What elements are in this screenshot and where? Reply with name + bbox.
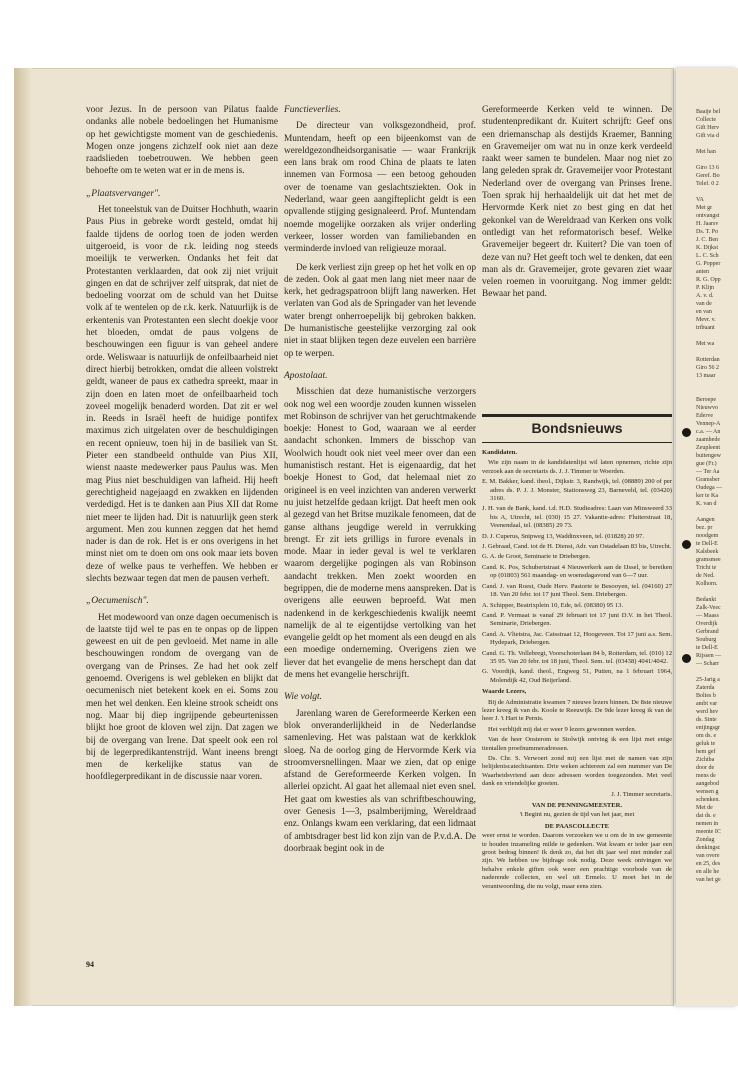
right-page-fragment-line: schenken. <box>696 797 720 803</box>
right-page-fragment-line <box>696 668 736 676</box>
right-page-fragment-line <box>696 348 736 356</box>
candidate-entry: Cand. K. Pos, Schubertstraat 4 Nieuwerkerk aan de IJssel, te bereiken op (01803) 561 maandag- en woensdagavond van 6—7 uur. <box>482 563 672 580</box>
right-page-fragment-line: Zeupleent <box>696 445 720 451</box>
candidate-entry: G. Voordijk, kand. theol., Engweg 51, Putten, na 1 februari 1964, Molendijk 42, Oud Beijerland. <box>482 668 672 684</box>
penningmeester-line: 't Begint nu, gezien de tijd van het jaar, met <box>519 811 635 819</box>
candidate-entry: D. J. Cuperus, Snipweg 13, Waddinxveen, tel. (01828) 20 97. <box>482 532 644 540</box>
right-page-fragment-line: Vennep-A <box>696 421 721 427</box>
right-page-fragment-line: Kalsbeek <box>696 549 719 555</box>
candidate-entry: A. Schipper, Beatrixplein 10, Ede, tel. (08380) 95 13. <box>482 601 624 609</box>
right-page-fragment-line: aangebod <box>696 781 719 787</box>
right-page-fragment-line <box>696 388 736 396</box>
right-page-fragment-line: Zondag <box>696 837 715 843</box>
right-page-fragment-line: Giro 56 2 <box>696 365 719 371</box>
right-page-fragment-line: Rijssen — <box>696 653 722 659</box>
paascollecte-heading: DE PAASCOLLECTE <box>544 822 610 830</box>
right-page-fragment-line: Tricht te <box>696 565 717 571</box>
right-page-fragment-line: gue (Fr.) <box>696 461 717 467</box>
left-page <box>14 68 674 1006</box>
article-column-1 <box>86 104 278 790</box>
lezers-signature: J. J. Timmer secretaris. <box>611 790 672 798</box>
right-page-fragment-line: — Ter Aa <box>696 469 720 475</box>
right-page-fragment-line: Zaterda <box>696 685 715 691</box>
right-page-fragment-line: K. van d <box>696 501 717 507</box>
right-page-fragment-line: ambt var <box>696 701 718 707</box>
section-heading-apostolaat: Apostolaat. <box>284 370 328 381</box>
article-column-3 <box>482 104 672 307</box>
penningmeester-heading: VAN DE PENNINGMEESTER. <box>531 802 623 810</box>
candidate-entry: Cand. P. Vermaat is vanaf 29 februari tot 17 juni D.V. in het Theol. Seminarie, Driebergen. <box>482 611 672 628</box>
right-page-fragment-line: Boltes b <box>696 693 716 699</box>
right-page-fragment-line: de Ned. <box>696 573 715 579</box>
right-page-fragment-line: dat ds. e <box>696 813 716 819</box>
right-page-fragment-line: buitengew <box>696 453 721 459</box>
right-page-fragment-line: van de <box>696 301 712 307</box>
right-page-fragment-line: om ds. e <box>696 733 717 739</box>
binder-hole-icon <box>682 654 691 663</box>
right-page-fragment-line: Mevr. v. <box>696 317 716 323</box>
candidate-entry: Cand. A. Vlietstra, Jac. Catsstraat 12, Hoogeveen. Tot 17 juni a.s. Sem. Hydepark, Driebergen. <box>482 630 672 647</box>
kandidaten-intro: Wie zijn naam in de kandidatenlijst wil laten opnemen, richte zijn verzoek aan de secretaris ds. J. J. Timmer te Woerden. <box>482 459 672 475</box>
right-page-fragment-line: Nieuwvo <box>696 405 718 411</box>
right-page-fragment-line: H. Jaarsv <box>696 221 719 227</box>
right-page-fragment-line: Telef. 0 2 <box>696 181 719 187</box>
right-page-fragment-line: ds. Sinte <box>696 717 717 723</box>
page-binding-shadow <box>14 68 32 1006</box>
lezers-paragraph-4: Ds. Chr. S. Verwoert zond mij een lijst met de namen van zijn belijdeniscatechisanten. Drie weken achtereen zal een nummer van De Waarheidsvriend aan deze adressen worden toegezonden. Met veel dank en vriendelijke groeten. <box>482 755 672 788</box>
article-column-2 <box>284 104 476 861</box>
lezers-paragraph-2: Het verblijdt mij dat er weer 9 lezers gewonnen werden. <box>488 725 637 733</box>
paragraph-wie-volgt: Jarenlang waren de Gereformeerde Kerken een blok onveranderlijkheid in de Nederlandse samenleving. Het was palstaan wat de kerkklok sloeg. Na de oorlog ging de Hervormde Kerk via stroomversnellingen. Maar we zien, dat op enige afstand de Gereformeerde Kerken volgen. In allerlei opzicht. Al gaat het allemaal niet even snel. Het gaat om kwesties als van schriftbeschouwing, over Genesis 1—3, psalmberijming, Wereldraad enz. Onlangs kwam een verklaring, dat een lidmaat of ambtsdrager best lid kon zijn van de P.v.d.A. De doorbraak begint ook in de <box>284 708 476 854</box>
kandidaten-heading: Kandidaten. <box>482 449 517 456</box>
right-page-fragment-line: Gift Herv <box>696 125 720 131</box>
right-page-fragment-line: bez. pr <box>696 525 713 531</box>
right-page-fragment-line: Oudega — <box>696 485 723 491</box>
right-page-fragment-line: — Scharr <box>696 661 720 667</box>
candidate-entry: G. A. de Groot, Seminarie te Driebergen. <box>482 553 591 561</box>
right-page-fragment-line <box>696 380 736 388</box>
right-page-fragment-line: Ederve <box>696 413 713 419</box>
paragraph-apostolaat: Misschien dat deze humanistische verzorgers ook nog wel een woordje zouden kunnen wisselen met Robinson de schrijver van het geruchtmakende boekje: Honest to God, waaraan we al eerder aandacht schonken. Immers de bisschop van Woolwich houdt ook niet veel meer over dan een humanistisch restant. Het is eigenaardig, dat het boekje Honest to God, dat helemaal niet zo origineel is en veel inzichten van anderen verwerkt nu juist hetzelfde gedaan krijgt. Dat heeft men ook al gezegd van het Britse muzikale fenomeen, dat de ganse althans jeugdige wereld in verrukking brengt. Er zit iets grilligs in furore evenals in mode. Maar in ieder geval is wel te verklaren waarom dergelijke pogingen als van Robinson aandacht trekken. Men zoekt woorden en begrippen, die de moderne mens aanspreken. Dat is overigens alle eeuwen beproefd. Wat men nadenkend in de kerkgeschiedenis kwalijk neemt namelijk de al te eigentijdse vertolking van het evangelie geldt op het moment als een deugd en als een moedige onderneming. Overigens zien we liever dat het evangelie de mens herschept dan dat de mens het evangelie herschrijft. <box>284 387 476 681</box>
right-page-fragment-line: Giro 13 6 <box>696 165 719 171</box>
paragraph-functieverlies-1: De directeur van volksgezondheid, prof. Muntendam, heeft op een bijeenkomst van de wereldgezondheidsorganisatie — waar Frankrijk een lans brak om rood China de plaats te laten innemen van Formosa — een betoog gehouden over de toename van geslachtsziekten. Ook in Nederland, waar geen aangifteplicht geldt is een opvallende stijging gesignaleerd. Prof. Muntendam noemde mogelijke oorzaken als vrijer onderling verkeer, losser worden van familiebanden en verminderde invloed van religieuze moraal. <box>284 121 476 255</box>
right-page-fragment-line: van overe <box>696 853 720 859</box>
right-page-fragment-line: en 25, des <box>696 861 721 867</box>
right-page-fragment-line: te Dell-E <box>696 645 718 651</box>
right-page-fragment-line <box>696 156 736 164</box>
lezers-paragraph-1: Bij de Administratie kwamen 7 nieuwe lezers binnen. De 8ste nieuwe lezer kreeg ik van ds. Koole te Reeuwijk. De 9de lezer kreeg ik van de heer J. 't Hart te Pernis. <box>482 698 672 723</box>
right-page-fragment-line: Gift via d <box>696 133 719 139</box>
right-page-fragment-line <box>696 140 736 148</box>
bondsnieuws-title: Bondsnieuws <box>531 420 623 436</box>
right-page-fragment-line: L. C. Sch <box>696 253 719 259</box>
bondsnieuws-body <box>482 449 672 891</box>
right-page-fragment-line: en van <box>696 309 712 315</box>
paragraph-plaatsvervanger: Het toneelstuk van de Duitser Hochhuth, waarin Paus Pius in gebreke wordt gesteld, omdat hij faalde tijdens de oorlog toen de joden werden uitgeroeid, is voor de r.k. leiding nog steeds moeilijk te verwerken. Ondanks het feit dat Protestanten verklaarden, dat ook zij niet vrijuit gingen en dat de schrijver zelf uitsprak, dat niet de bedoeling voorzat om de schuld van het Duitse volk af te wentelen op de r.k. kerk. Natuurlijk is de erkentenis van Protestanten een slecht doekje voor het bloeden, omdat de paus volgens de beschouwingen een figuur is van geheel andere orde. Weliswaar is natuurlijk de onfeilbaarheid niet direct hierbij betrokken, omdat die alleen volstrekt geldt, waneer de paus ex cathedra spreekt, maar in zijn doen en laten moet de onfeilbaarheid toch zoveel mogelijk benaderd worden. Dat zit er wel in. Reeds in Israël heeft de huidige pontifex maximus zich uitgelaten over de beschuldigingen en recent opnieuw, toen hij in de basiliek van St. Pieter een standbeeld onthulde van Pius XII, wienst naaste medewerker paus Paulus was. Men mag Pius niet beschuldigen van lafheid. Hij heeft gerechtigheid nagejaagd en zwakken en lijdenden verdedigd. Het is te danken aan Pius XII dat Rome niet meer te lijden had. Dit is natuurlijk geen sterk argument. Men zou kunnen zeggen dat het hemd nader is dan de rok. Het is er ons overigens in het minst niet om te doen om ons ook maar iets boven deze of welke paus te verheffen. We hebben er slechts bezwaar tegen dat men de pausen verheft. <box>86 205 278 584</box>
right-page-fragment-line: nemen in <box>696 821 719 827</box>
right-page-fragment-line: Bedankt <box>696 597 716 603</box>
right-page-fragment-line: anten <box>696 269 709 275</box>
candidate-entry: E. M. Bakker, kand. theol., Dijkstr. 3, Randwijk, tel. (08889) 200 of per adres ds. P. J. J. Monster, Stationsweg 23, Barneveld, tel. (03420) 3160. <box>482 478 672 503</box>
right-page-fragment-line: ker te Ka <box>696 493 718 499</box>
right-page-fragment-line: Geref. Bo <box>696 173 720 179</box>
paragraph-continuation: Gereformeerde Kerken veld te winnen. De studentenpredikant dr. Kuitert schrijft: Geef ons een driemanschap als destijds Kraemer, Banning en Gravemeijer om wat nu in onze kerk verdeeld raakt weer samen te bundelen. Maar nog niet zo lang geleden sprak dr. Gravemeijer voor Protestant Nederland over de overgang van Prinses Irene. Toen sprak hij herhaaldelijk uit dat het met de Hervormde Kerk niet zo best ging en dat het gekonkel van de Wereldraad van Kerken ons volk ontledigt van het reformatorisch besef. Welke Gravemeijer begeert dr. Kuitert? Die van toen of deze van nu? Het geeft toch wel te denken, dat een man als dr. Gravemeijer, grote gevaren ziet waar velen roemen in vooruitgang. Nog immer geldt: Bewaar het pand. <box>482 105 672 300</box>
section-heading-plaatsvervanger: „Plaatsvervanger". <box>86 188 161 199</box>
right-page-fragment-line: ontvangst <box>696 213 720 219</box>
right-page-fragment-line: meente IC <box>696 829 721 835</box>
right-page-fragment-line: J. C. Ben <box>696 237 719 243</box>
right-page-fragment-line: G. Popper <box>696 261 721 267</box>
right-page-fragment-line: Zalk-Veec <box>696 605 721 611</box>
right-page-fragment-line: Kolhorn. <box>696 581 718 587</box>
right-page-fragment-line: Zichtba <box>696 757 715 763</box>
lezers-heading: Waarde Lezers, <box>482 688 527 696</box>
right-page-fragment-line: en alle he <box>696 869 719 875</box>
right-page-fragment-line: geluk te <box>696 741 716 747</box>
right-page-fragment-line <box>696 588 736 596</box>
bondsnieuws-section <box>482 414 672 893</box>
right-page-fragment-line: zaamhede <box>696 437 720 443</box>
right-page-fragment-line: A. v. d. <box>696 293 714 299</box>
right-page-fragment-line: van het ge <box>696 877 721 883</box>
right-page-fragment-line: Aangen <box>696 517 715 523</box>
right-page-fragment-line: wensen g <box>696 789 719 795</box>
right-page-fragment-line: hem gef <box>696 749 716 755</box>
right-page-fragment-line: Baaije bel <box>696 109 721 115</box>
right-page-fragment-line: Collecte <box>696 117 716 123</box>
right-page-fragment-line: Ds. T. Po <box>696 229 719 235</box>
section-heading-functieverlies: Functieverlies. <box>284 105 341 115</box>
right-page-text-fragments <box>696 108 736 884</box>
paragraph-oecumenisch: Het modewoord van onze dagen oecumenisch is de laatste tijd wel te pas en te onpas op de lippen geweest en uit de pen gevloeid. Met name in alle beschouwingen rondom de overgang van de overgang van de Prinses. Ze had het ook zelf genoemd. Overigens is wel gebleken en blijkt dat oecumenisch niet betekent koek en ei. Soms zou men het wel denken. Een kleine strook scheidt ons nog. Maar bij diep ingrijpende gebeurtenissen blijkt hoe groot de kloven wel zijn. Dat zagen we bij de overgang van Irene. Dat speelt ook een rol bij de legerpredikantenstrijd. Want ineens brengt men de kerkelijke status van de hoofdlegerpredikant in de discussie naar voren. <box>86 612 278 783</box>
right-page-fragment-line: R. G. Opp <box>696 277 721 283</box>
section-heading-oecumenisch: „Oecumenisch". <box>86 596 149 607</box>
lezers-paragraph-3: Van de heer Oosterom te Stolwijk ontving ik een lijst met enige tientallen proefnummeradressen. <box>482 736 672 752</box>
right-page-fragment-line <box>696 508 736 516</box>
right-page-fragment-line: denkingsc <box>696 845 721 851</box>
right-page-fragment-line: Met wa <box>696 341 715 347</box>
right-page-fragment-line: Met han <box>696 149 716 155</box>
right-page-fragment-line: K. Dijkst <box>696 245 719 251</box>
right-page-fragment-line: werd hev <box>696 709 719 715</box>
binder-hole-icon <box>682 428 691 437</box>
heavy-rule <box>482 414 672 417</box>
right-page-fragment-line: Met gr <box>696 205 713 211</box>
page-number: 94 <box>86 960 94 969</box>
binder-hole-icon <box>682 540 691 549</box>
right-page-fragment-line: 25-Jarig a <box>696 677 720 683</box>
right-page-fragment-line: Met de <box>696 805 713 811</box>
paascollecte-paragraph: weer ernst te worden. Daarom verzoeken we u om de in uw gemeente te houden inzameling milde te gedenken. Wat kwam er ieder jaar een groot bedrag binnen! Ik denk zo, dat het dit jaar wel niet minder zal zijn. We hebben uw bijdrage ook nodig. Deze week ontvingen we behalve enkele giften ook weer een prachtige voorbode van de naderende collecten, en wel uit Ermelo. U moet het in de verantwoording, die nu volgt, maar eens zien. <box>482 832 672 890</box>
paragraph-functieverlies-2: De kerk verliest zijn greep op het het volk en op de zeden. Ook al gaat men lang niet meer naar de kerk, het gedragspatroon blijft lang nawerken. Het verlaten van God als de Springader van het levende water brengt onherroepelijk bij gebroken bakken. De humanistische geestelijke verzorging zal ook niet in staat blijken tegen deze euvelen een barrière op te werpen. <box>284 262 476 359</box>
right-page-fragment-line: VA <box>696 197 704 203</box>
right-page-fragment-line <box>696 188 736 196</box>
right-page-fragment-line: enijingsgr <box>696 725 720 731</box>
section-heading-wie-volgt: Wie volgt. <box>284 692 322 703</box>
right-page-fragment-line: Overdijk <box>696 621 718 627</box>
right-page-fragment-line: Beroepe <box>696 397 716 403</box>
intro-paragraph: voor Jezus. In de persoon van Pilatus faalde ondanks alle nobele bedoelingen het Humanisme op het gewichtigste moment van de geschiedenis. Mogen onze jongens zichzelf ook niet aan deze raadslieden toebetrouwen. We hebben geen behoefte om te weten wat er in de mens is. <box>86 105 278 177</box>
right-page-fragment-line: 13 maar <box>696 373 716 379</box>
right-page-fragment-line: tribuant <box>696 325 715 331</box>
right-page-fragment-line: Souburg <box>696 637 717 643</box>
candidate-entry: J. Gebraad, Cand. tot de H. Dienst, Adr. van Ostadelaan 83 bis, Utrecht. <box>482 543 672 551</box>
right-page-fragment-line: gramsmee <box>696 557 721 563</box>
right-page-fragment-line: P. Klijn <box>696 285 715 291</box>
right-page-fragment-line: — Maass <box>696 613 719 619</box>
candidate-entry: Cand. J. van Roest, Oude Herv. Pastorie te Besooyen, tel. (04160) 27 18. Van 20 febr. tot 17 juni Theol. Sem. Driebergen. <box>482 582 672 599</box>
right-page-fragment-line: door de <box>696 765 715 771</box>
thin-rule <box>482 442 672 443</box>
right-page-fragment-line <box>696 332 736 340</box>
right-page-fragment-line: Rotterdan <box>696 357 720 363</box>
right-page-fragment-line: te Dell-E <box>696 541 718 547</box>
candidate-entry: J. H. van de Bank, kand. t.d. H.D. Studieadres: Laan van Minsweerd 33 bis A, Utrecht, tel. (030) 15 27. Vakantie-adres: Fluiterstraat 18, Veenendaal, tel. (08385) 29 73. <box>482 505 672 530</box>
right-page-fragment-line: mens de <box>696 773 716 779</box>
right-page-fragment-line: c.a. — An <box>696 429 721 435</box>
right-page-edge <box>676 68 738 1006</box>
right-page-fragment-line: Gramsber <box>696 477 720 483</box>
right-page-fragment-line: noodgem <box>696 533 719 539</box>
candidate-entry: Cand. G. Th. Vollebregt, Voorschoterlaan 84 b, Rotterdam, tel. (010) 12 35 95. Van 20 febr. tot 18 juni, Theol. Sem. tel. (03438) 4041/4042. <box>482 649 672 665</box>
right-page-fragment-line: Gerbrand <box>696 629 719 635</box>
